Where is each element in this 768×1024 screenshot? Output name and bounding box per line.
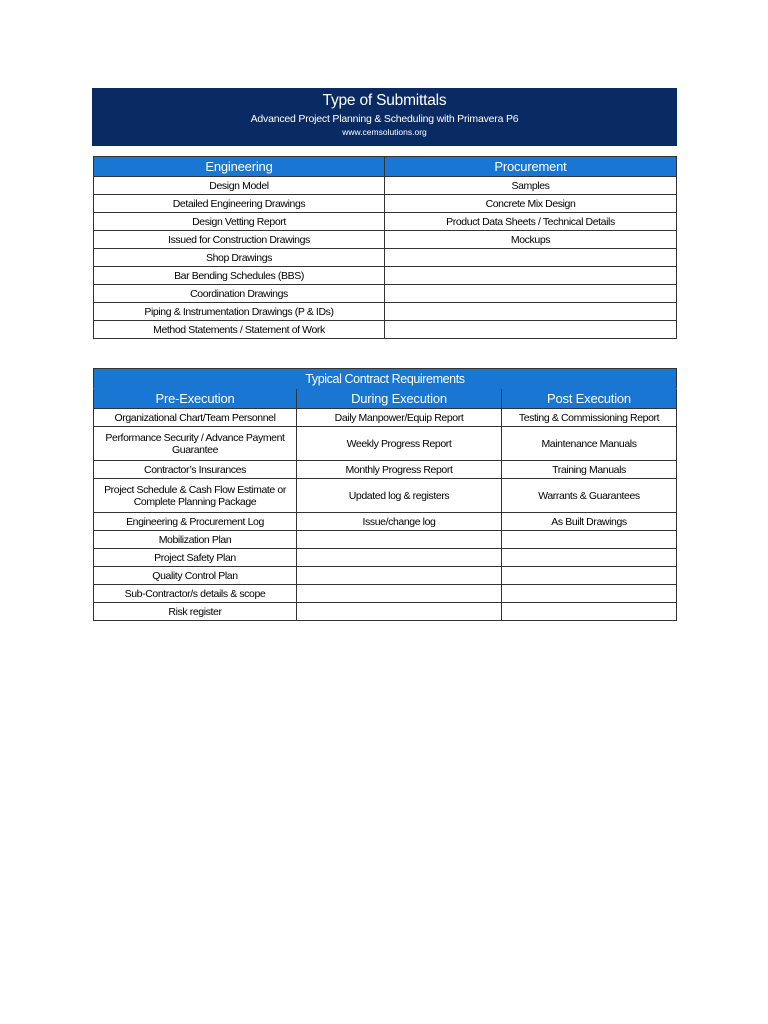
during-execution-cell — [297, 549, 502, 567]
engineering-cell: Issued for Construction Drawings — [94, 231, 385, 249]
table-row — [94, 513, 677, 531]
column-header-pre-execution: Pre-Execution — [94, 389, 297, 409]
pre-execution-cell: Project Schedule & Cash Flow Estimate or Complete Planning Package — [94, 479, 297, 513]
post-execution-cell: Training Manuals — [502, 461, 677, 479]
engineering-cell: Design Vetting Report — [94, 213, 385, 231]
table-row — [94, 567, 677, 585]
pre-execution-cell: Engineering & Procurement Log — [94, 513, 297, 531]
engineering-cell: Bar Bending Schedules (BBS) — [94, 267, 385, 285]
procurement-cell: Samples — [385, 177, 677, 195]
table-row — [94, 427, 677, 461]
table-row — [94, 603, 677, 621]
pre-execution-cell: Quality Control Plan — [94, 567, 297, 585]
table-header-row — [94, 157, 677, 177]
engineering-cell: Shop Drawings — [94, 249, 385, 267]
engineering-cell: Detailed Engineering Drawings — [94, 195, 385, 213]
pre-execution-cell: Mobilization Plan — [94, 531, 297, 549]
engineering-cell: Piping & Instrumentation Drawings (P & IDs) — [94, 303, 385, 321]
during-execution-cell: Daily Manpower/Equip Report — [297, 409, 502, 427]
procurement-cell — [385, 267, 677, 285]
procurement-cell — [385, 249, 677, 267]
table-row — [94, 249, 677, 267]
table-row — [94, 479, 677, 513]
table-row — [94, 321, 677, 339]
pre-execution-cell: Project Safety Plan — [94, 549, 297, 567]
document-header — [92, 88, 677, 146]
post-execution-cell — [502, 585, 677, 603]
procurement-cell — [385, 321, 677, 339]
website-url: www.cemsolutions.org — [342, 127, 427, 137]
procurement-cell: Product Data Sheets / Technical Details — [385, 213, 677, 231]
table-banner-row — [94, 369, 677, 389]
pre-execution-cell: Contractor’s Insurances — [94, 461, 297, 479]
post-execution-cell — [502, 603, 677, 621]
procurement-cell: Mockups — [385, 231, 677, 249]
post-execution-cell — [502, 549, 677, 567]
table-row — [94, 409, 677, 427]
during-execution-cell: Updated log & registers — [297, 479, 502, 513]
contract-requirements-table — [93, 368, 677, 621]
engineering-cell: Coordination Drawings — [94, 285, 385, 303]
table-row — [94, 213, 677, 231]
submittals-table — [93, 156, 677, 339]
procurement-cell: Concrete Mix Design — [385, 195, 677, 213]
table-row — [94, 461, 677, 479]
during-execution-cell — [297, 603, 502, 621]
pre-execution-cell: Performance Security / Advance Payment Guarantee — [94, 427, 297, 461]
document-title: Type of Submittals — [322, 92, 447, 109]
document-subtitle: Advanced Project Planning & Scheduling with Primavera P6 — [250, 113, 519, 125]
column-header-during-execution: During Execution — [297, 389, 502, 409]
contract-requirements-title: Typical Contract Requirements — [94, 369, 677, 389]
pre-execution-cell: Sub-Contractor/s details & scope — [94, 585, 297, 603]
post-execution-cell: Maintenance Manuals — [502, 427, 677, 461]
during-execution-cell: Weekly Progress Report — [297, 427, 502, 461]
pre-execution-cell: Organizational Chart/Team Personnel — [94, 409, 297, 427]
procurement-cell — [385, 285, 677, 303]
table-row — [94, 303, 677, 321]
during-execution-cell: Issue/change log — [297, 513, 502, 531]
table-row — [94, 267, 677, 285]
table-header-row — [94, 389, 677, 409]
table-row — [94, 177, 677, 195]
engineering-cell: Method Statements / Statement of Work — [94, 321, 385, 339]
post-execution-cell: As Built Drawings — [502, 513, 677, 531]
table-row — [94, 531, 677, 549]
during-execution-cell — [297, 567, 502, 585]
procurement-cell — [385, 303, 677, 321]
post-execution-cell — [502, 567, 677, 585]
post-execution-cell — [502, 531, 677, 549]
table-row — [94, 231, 677, 249]
engineering-cell: Design Model — [94, 177, 385, 195]
column-header-post-execution: Post Execution — [502, 389, 677, 409]
table-row — [94, 285, 677, 303]
during-execution-cell — [297, 585, 502, 603]
post-execution-cell: Warrants & Guarantees — [502, 479, 677, 513]
table-row — [94, 585, 677, 603]
during-execution-cell — [297, 531, 502, 549]
during-execution-cell: Monthly Progress Report — [297, 461, 502, 479]
column-header-procurement: Procurement — [385, 157, 677, 177]
post-execution-cell: Testing & Commissioning Report — [502, 409, 677, 427]
column-header-engineering: Engineering — [94, 157, 385, 177]
table-row — [94, 195, 677, 213]
table-row — [94, 549, 677, 567]
pre-execution-cell: Risk register — [94, 603, 297, 621]
